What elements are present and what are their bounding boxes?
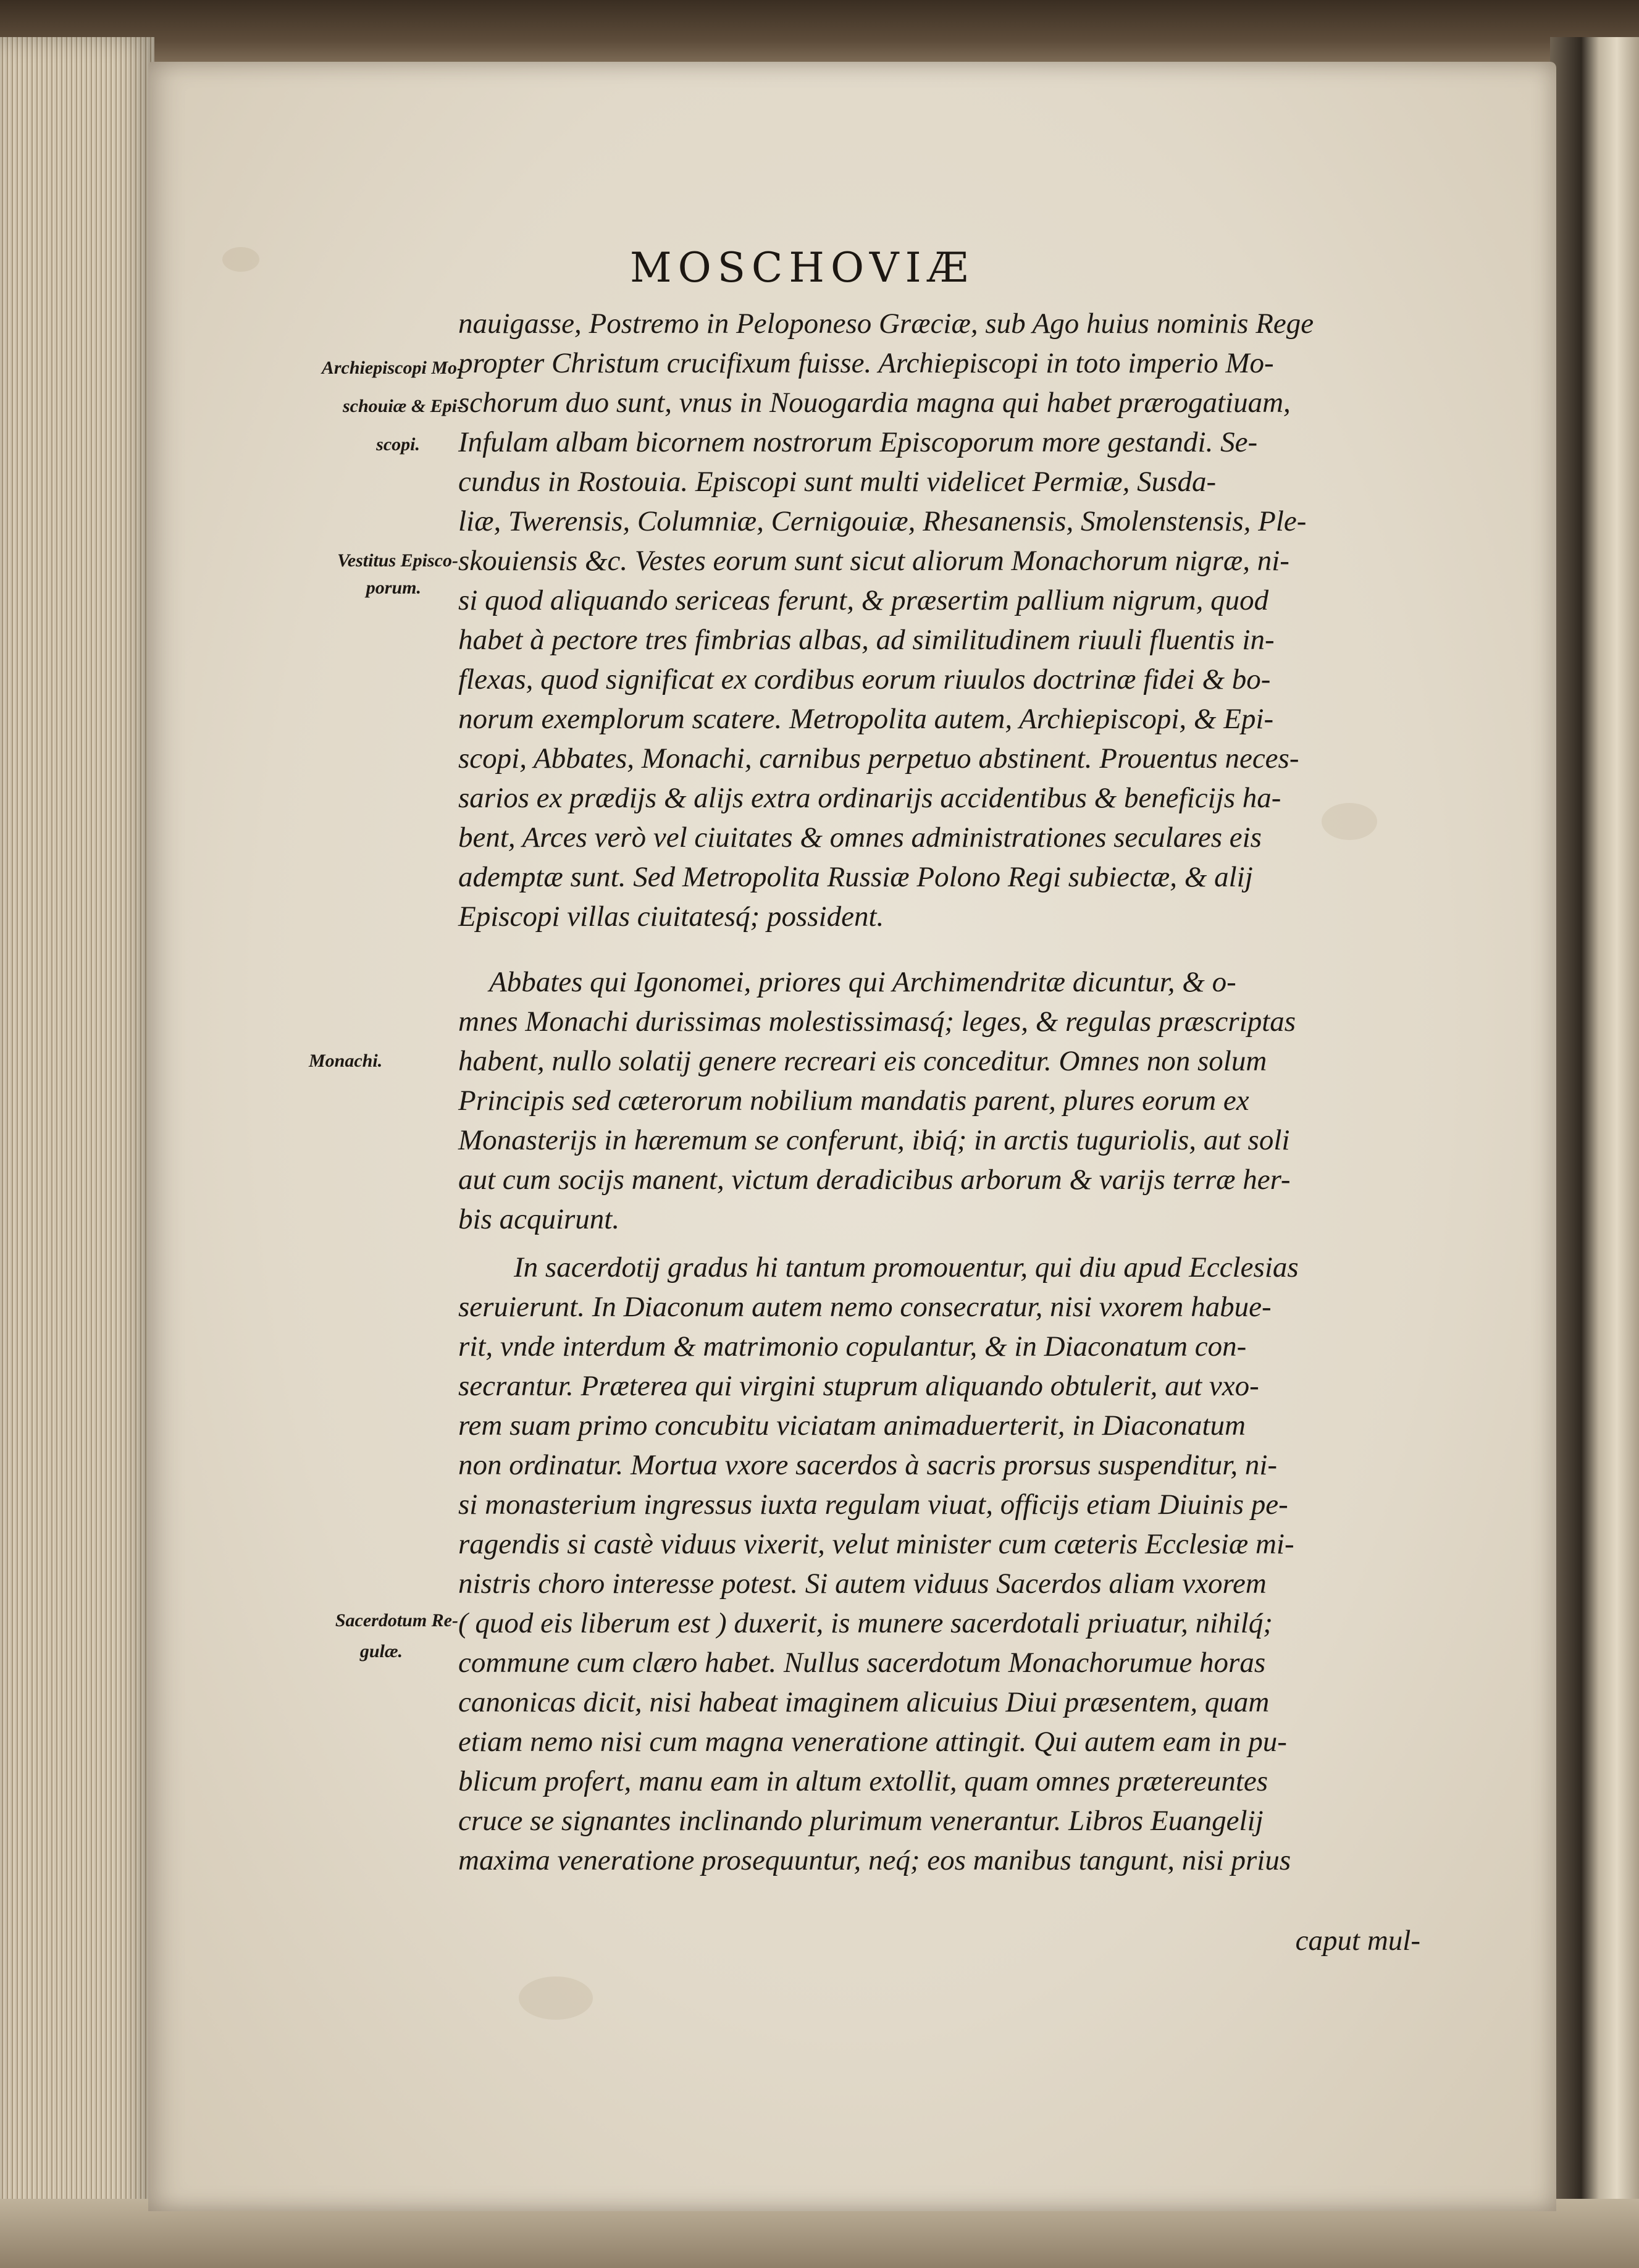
text-line: maxima veneratione prosequuntur, neq́; eos manibus tangunt, nisi prius [458, 1844, 1291, 1876]
text-line: bent, Arces verò vel ciuitates & omnes administrationes seculares eis [458, 821, 1262, 854]
margin-note-line: Monachi. [309, 1051, 383, 1071]
margin-note-line: Sacerdotum Re- [335, 1610, 458, 1631]
text-line: Principis sed cæterorum nobilium mandatis parent, plures eorum ex [458, 1085, 1249, 1117]
text-line: rem suam primo concubitu viciatam animaduerterit, in Diaconatum [458, 1409, 1246, 1442]
margin-note-line: schouiæ & Epi- [342, 396, 463, 416]
text-line: scopi, Abbates, Monachi, carnibus perpetuo abstinent. Prouentus neces- [458, 742, 1299, 775]
text-line: flexas, quod significat ex cordibus eorum riuulos doctrinæ fidei & bo- [458, 663, 1271, 695]
text-line: secrantur. Præterea qui virgini stuprum aliquando obtulerit, aut vxo- [458, 1370, 1259, 1402]
margin-note-line: gulæ. [359, 1641, 403, 1661]
text-line: commune cum clæro habet. Nullus sacerdotum Monachorumue horas [458, 1647, 1266, 1679]
margin-note-line: porum. [366, 578, 421, 598]
text-line: liæ, Twerensis, Columniæ, Cernigouiæ, Rhesanensis, Smolenstensis, Ple- [458, 505, 1307, 537]
text-line: Episcopi villas ciuitatesq́; possident. [458, 901, 884, 933]
text-line: blicum profert, manu eam in altum extollit, quam omnes prætereuntes [458, 1765, 1268, 1797]
text-line: ragendis si castè viduus vixerit, velut minister cum cæteris Ecclesiæ mi- [458, 1528, 1294, 1560]
text-line: propter Christum crucifixum fuisse. Archiepiscopi in toto imperio Mo- [458, 347, 1274, 379]
text-line: In sacerdotij gradus hi tantum promouentur, qui diu apud Ecclesias [514, 1251, 1299, 1283]
text-line: bis acquirunt. [458, 1203, 620, 1235]
book-gutter-right [1550, 37, 1639, 2268]
text-line: seruierunt. In Diaconum autem nemo consecratur, nisi vxorem habue- [458, 1291, 1272, 1323]
text-line: nauigasse, Postremo in Peloponeso Græciæ, sub Ago huius nominis Rege [458, 308, 1314, 340]
margin-note [259, 1608, 458, 1664]
margin-note-line: Vestitus Episco- [337, 550, 458, 571]
text-line: schorum duo sunt, vnus in Nouogardia magna qui habet prærogatiuam, [458, 387, 1291, 419]
text-line: mnes Monachi durissimas molestissimasq́; leges, & regulas præscriptas [458, 1006, 1296, 1038]
margin-note [309, 1049, 457, 1073]
margin-note-line: scopi. [376, 434, 420, 455]
text-line: habent, nullo solatij genere recreari eis conceditur. Omnes non solum [458, 1045, 1267, 1077]
text-line: si quod aliquando sericeas ferunt, & præsertim pallium nigrum, quod [458, 584, 1269, 616]
text-line: rit, vnde interdum & matrimonio copulantur, & in Diaconatum con- [458, 1330, 1247, 1363]
catchword: caput mul- [1295, 1925, 1420, 1957]
text-line: Monasterijs in hæremum se conferunt, ibiq́; in arctis tuguriolis, aut soli [458, 1124, 1290, 1156]
text-line: nistris choro interesse potest. Si autem viduus Sacerdos aliam vxorem [458, 1568, 1267, 1600]
text-line: cundus in Rostouia. Episcopi sunt multi videlicet Permiæ, Susda- [458, 466, 1217, 498]
text-line: ademptæ sunt. Sed Metropolita Russiæ Polono Regi subiectæ, & alij [458, 861, 1253, 893]
margin-note [259, 356, 463, 457]
text-line: canonicas dicit, nisi habeat imaginem alicuius Diui præsentem, quam [458, 1686, 1270, 1718]
text-line: habet à pectore tres fimbrias albas, ad similitudinem riuuli fluentis in- [458, 624, 1275, 656]
text-line: ( quod eis liberum est ) duxerit, is munere sacerdotali priuatur, nihilq́; [458, 1607, 1273, 1639]
text-line: aut cum socijs manent, victum deradicibus arborum & varijs terræ her- [458, 1164, 1291, 1196]
paper-stain [222, 247, 259, 272]
text-line: norum exemplorum scatere. Metropolita autem, Archiepiscopi, & Epi- [458, 703, 1274, 735]
page-stack-left [0, 37, 154, 2268]
text-line: skouiensis &c. Vestes eorum sunt sicut aliorum Monachorum nigræ, ni- [458, 545, 1289, 577]
text-line: sarios ex prædijs & alijs extra ordinarijs accidentibus & beneficijs ha- [458, 782, 1281, 814]
text-line: non ordinatur. Mortua vxore sacerdos à sacris prorsus suspenditur, ni- [458, 1449, 1278, 1481]
text-line: Abbates qui Igonomei, priores qui Archimendritæ dicuntur, & o- [489, 966, 1236, 998]
paper-stain [519, 1976, 593, 2020]
margin-note-line: Archiepiscopi Mo- [321, 358, 463, 378]
running-title: MOSCHOVIÆ [630, 244, 975, 292]
margin-note [259, 548, 458, 600]
text-line: Infulam albam bicornem nostrorum Episcoporum more gestandi. Se- [458, 426, 1258, 458]
text-line: etiam nemo nisi cum magna veneratione attingit. Qui autem eam in pu- [458, 1726, 1287, 1758]
text-line: si monasterium ingressus iuxta regulam viuat, officijs etiam Diuinis pe- [458, 1489, 1288, 1521]
text-line: cruce se signantes inclinando plurimum venerantur. Libros Euangelij [458, 1805, 1264, 1837]
